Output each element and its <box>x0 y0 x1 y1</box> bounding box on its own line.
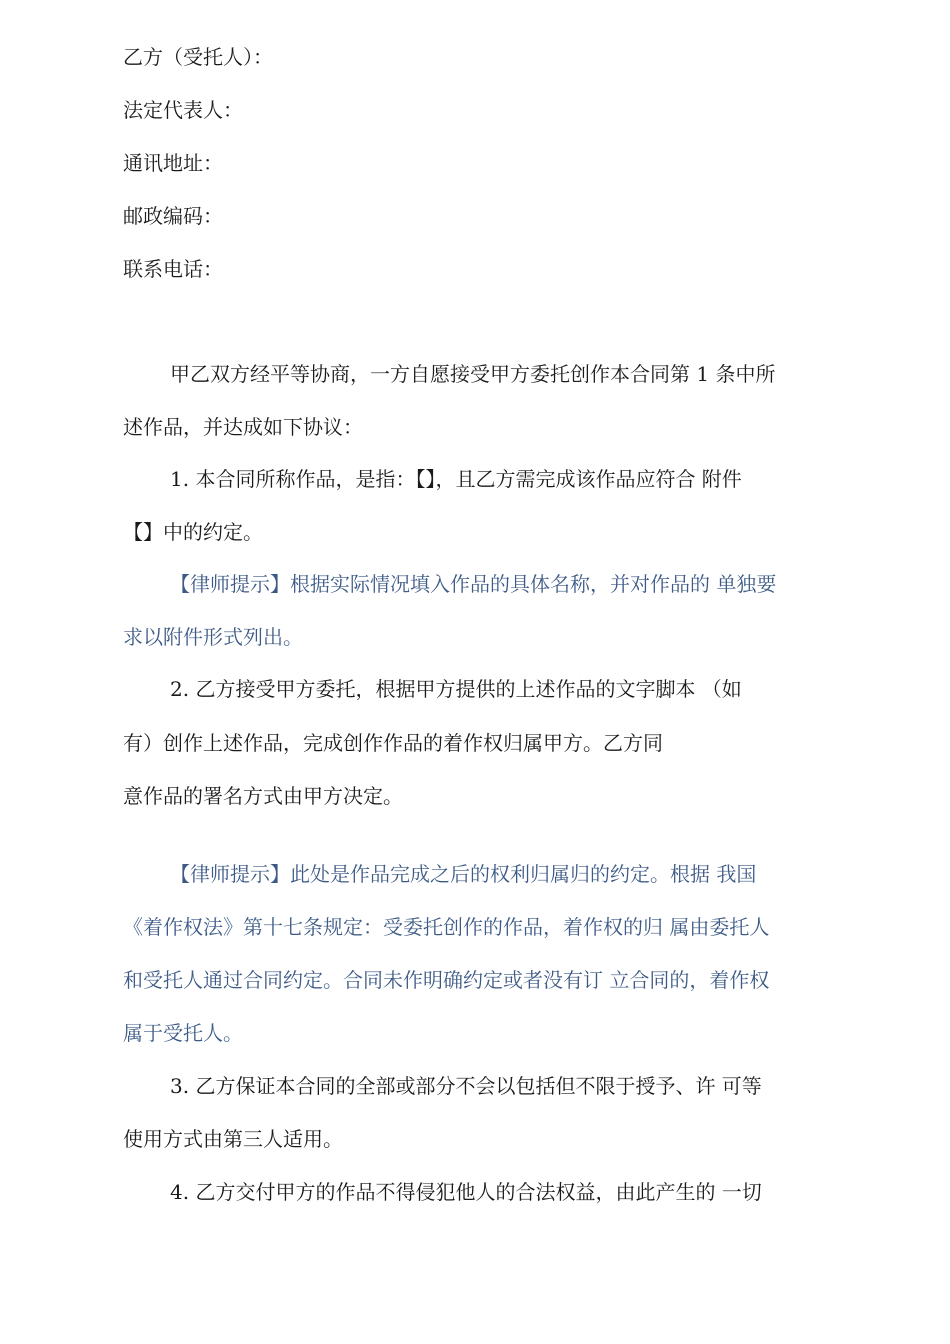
lawyer-note-2-line-2: 《着作权法》第十七条规定：受委托创作的作品，着作权的归 属由委托人 <box>123 915 770 939</box>
phone-label: 联系电话： <box>123 257 223 281</box>
lawyer-note-2-line-4: 属于受托人。 <box>123 1021 243 1045</box>
clause-1-line-1: 1. 本合同所称作品，是指：【】，且乙方需完成该作品应符合 附件 <box>170 467 742 491</box>
intro-line-1: 甲乙双方经平等协商，一方自愿接受甲方委托创作本合同第 1 条中所 <box>170 362 776 386</box>
clause-2-line-2: 有）创作上述作品，完成创作作品的着作权归属甲方。乙方同 <box>123 731 663 755</box>
legal-representative-label: 法定代表人： <box>123 98 243 122</box>
party-b-label: 乙方（受托人）： <box>123 45 273 69</box>
intro-line-2: 述作品，并达成如下协议： <box>123 415 363 439</box>
clause-4-line-1: 4. 乙方交付甲方的作品不得侵犯他人的合法权益，由此产生的 一切 <box>170 1180 762 1204</box>
clause-3-line-1: 3. 乙方保证本合同的全部或部分不会以包括但不限于授予、许 可等 <box>170 1074 762 1098</box>
postal-code-label: 邮政编码： <box>123 204 223 228</box>
lawyer-note-2-line-1: 【律师提示】此处是作品完成之后的权利归属归的约定。根据 我国 <box>170 862 757 886</box>
clause-2-line-3: 意作品的署名方式由甲方决定。 <box>123 784 403 808</box>
lawyer-note-1-line-1: 【律师提示】根据实际情况填入作品的具体名称，并对作品的 单独要 <box>170 572 777 596</box>
address-label: 通讯地址： <box>123 151 223 175</box>
lawyer-note-1-line-2: 求以附件形式列出。 <box>123 625 303 649</box>
clause-2-line-1: 2. 乙方接受甲方委托，根据甲方提供的上述作品的文字脚本 （如 <box>170 677 742 701</box>
clause-3-line-2: 使用方式由第三人适用。 <box>123 1127 343 1151</box>
lawyer-note-2-line-3: 和受托人通过合同约定。合同未作明确约定或者没有订 立合同的，着作权 <box>123 968 770 992</box>
clause-1-line-2: 【】中的约定。 <box>123 520 263 544</box>
